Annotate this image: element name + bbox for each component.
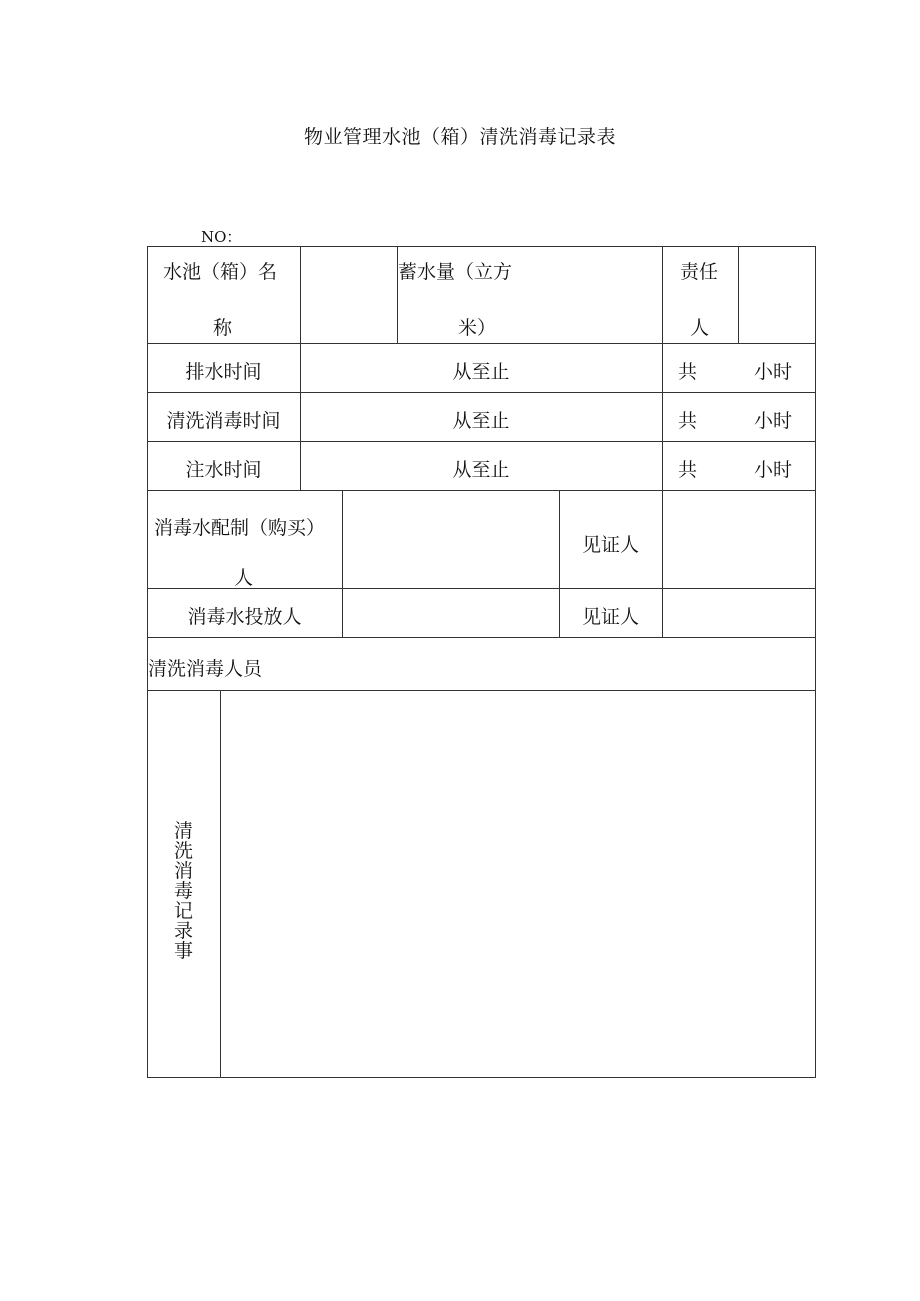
record-label-char: 事 [173,940,193,962]
prep-witness-label: 见证人 [581,534,639,556]
page-title: 物业管理水池（箱）清洗消毒记录表 [303,126,616,148]
table-line [147,1077,816,1078]
cleaning-staff-label: 清洗消毒人员 [148,658,263,680]
table-line [147,246,816,247]
owner-label: 责任 [680,261,719,283]
table-line [815,246,816,1078]
clean-total-label: 共 [678,410,698,432]
table-line [147,441,816,442]
drain-total-label: 共 [678,361,698,383]
record-label-char: 消 [173,860,193,882]
drain-hours-unit: 小时 [754,361,793,383]
table-line [147,490,816,491]
clean-hours-unit: 小时 [754,410,793,432]
drain-time-range: 从至止 [452,361,510,383]
disinfectant-prep-label-cont: 人 [234,567,254,589]
pool-name-label: 水池（箱）名 [163,261,278,283]
record-label-char: 洗 [173,840,193,862]
storage-volume-label: 蓄水量（立方 [398,261,513,283]
table-line [147,637,816,638]
disinfectant-prep-label: 消毒水配制（购买） [154,517,326,539]
table-line [738,246,739,344]
record-label-char: 记 [173,900,193,922]
record-form-table [147,246,816,1078]
record-number-label: NO： [201,228,242,246]
record-label-char: 毒 [173,880,193,902]
table-line [300,246,301,344]
clean-time-label: 清洗消毒时间 [166,410,281,432]
cleaning-record-label [147,821,220,1051]
disinfectant-dosing-label: 消毒水投放人 [187,606,302,628]
fill-hours-unit: 小时 [754,459,793,481]
storage-volume-label-cont: 米） [458,317,497,339]
fill-total-label: 共 [678,459,698,481]
clean-time-range: 从至止 [452,410,510,432]
dosing-witness-label: 见证人 [581,606,639,628]
table-line [147,392,816,393]
record-label-char: 清 [173,820,193,842]
table-line [147,690,816,691]
owner-label-cont: 人 [690,317,710,339]
fill-time-range: 从至止 [452,459,510,481]
pool-name-label-cont: 称 [213,317,233,339]
table-line [342,490,343,638]
table-line [147,343,816,344]
table-line [220,690,221,1078]
table-line [662,490,663,638]
table-line [662,246,663,344]
drain-time-label: 排水时间 [185,361,262,383]
fill-time-label: 注水时间 [185,459,262,481]
table-line [662,343,663,491]
record-label-char: 录 [173,920,193,942]
